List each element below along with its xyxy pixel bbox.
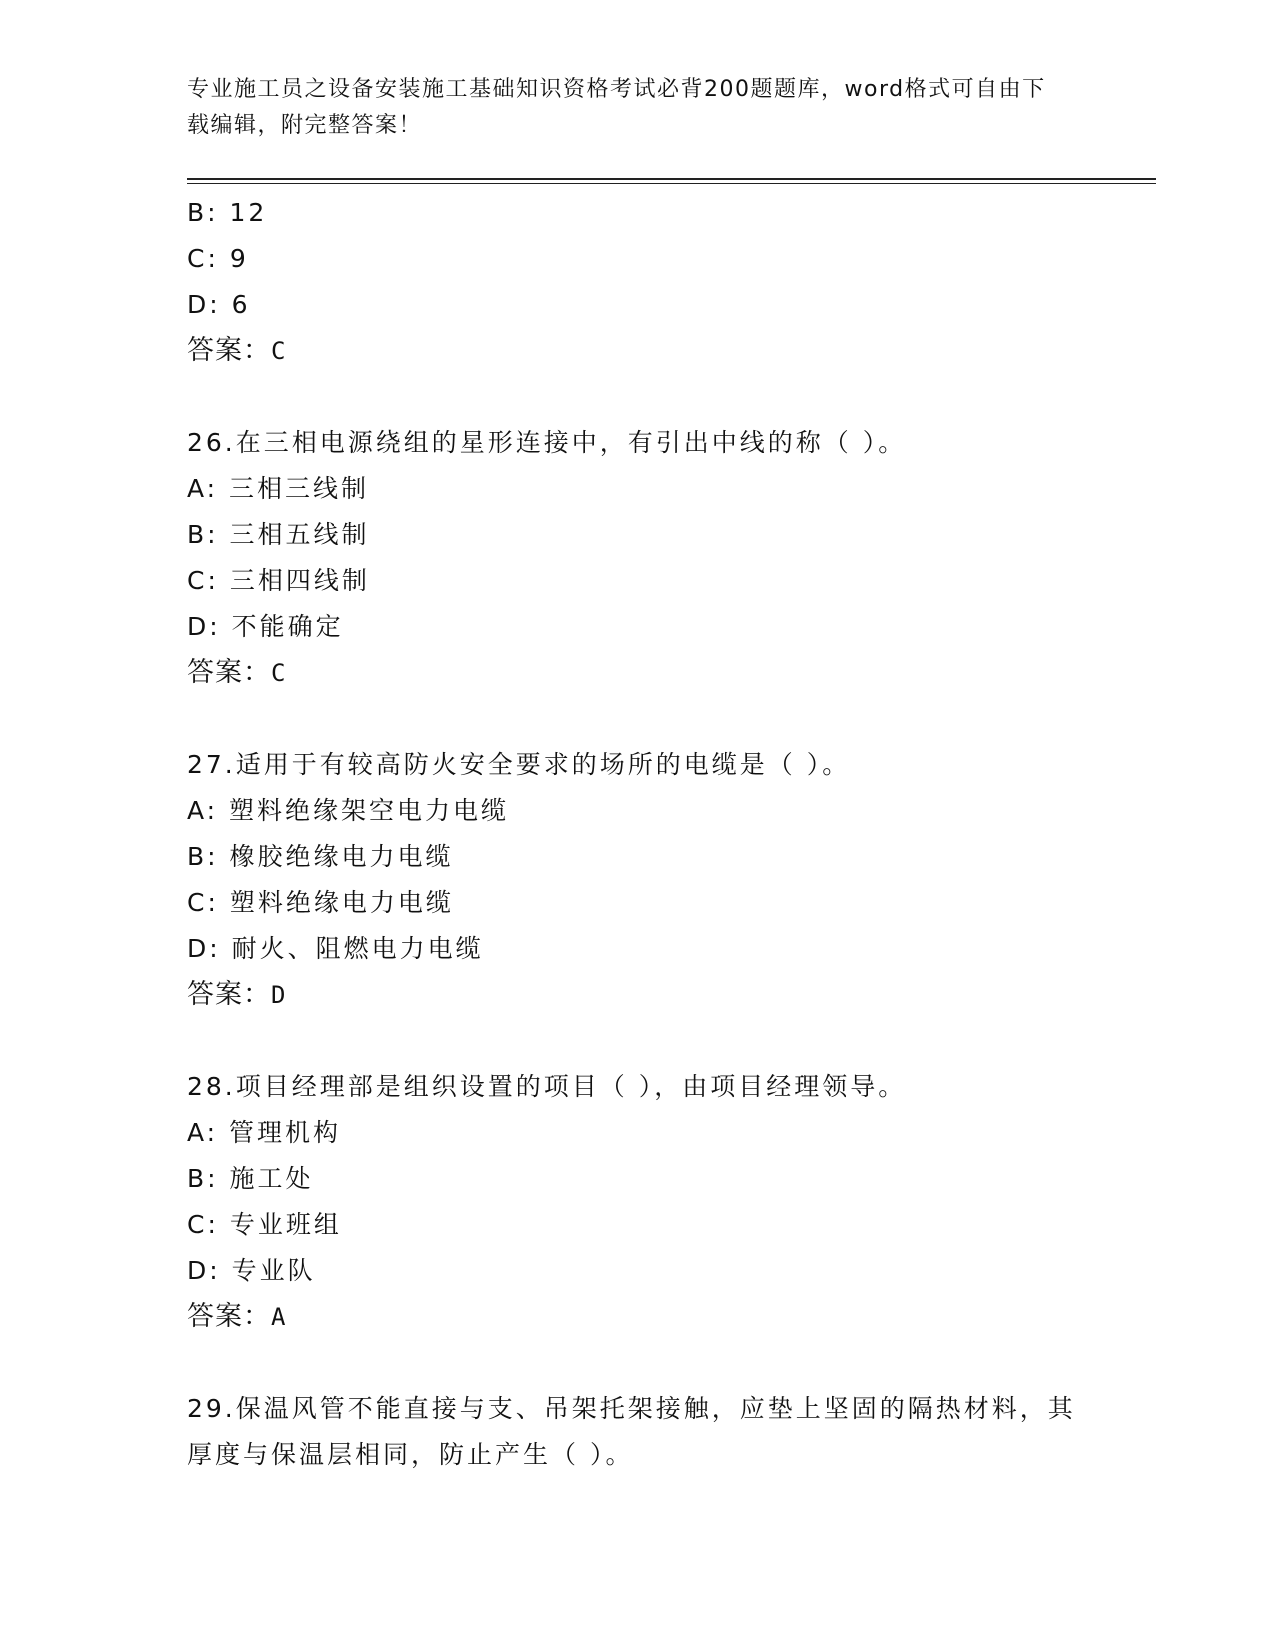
option-b: B: 12 bbox=[187, 198, 268, 227]
answer-label: 答案： bbox=[187, 979, 271, 1010]
option-a: A: 塑料绝缘架空电力电缆 bbox=[187, 796, 510, 825]
answer-line bbox=[187, 972, 1087, 1018]
option-d: D: 6 bbox=[187, 290, 251, 319]
header-divider bbox=[187, 178, 1156, 184]
answer-value: A bbox=[271, 1303, 287, 1331]
option-c: C: 9 bbox=[187, 244, 249, 273]
question-28 bbox=[187, 1064, 1087, 1340]
document-header: 专业施工员之设备安装施工基础知识资格考试必背200题题库，word格式可自由下载编辑，附完整答案！ bbox=[187, 77, 1046, 138]
option-b: B: 施工处 bbox=[187, 1164, 314, 1193]
answer-value: D bbox=[271, 981, 287, 1009]
document-body bbox=[187, 190, 1087, 1478]
question-stem: 29.保温风管不能直接与支、吊架托架接触，应垫上坚固的隔热材料，其厚度与保温层相同，防止产生（ ）。 bbox=[187, 1394, 1076, 1469]
leading-question-tail bbox=[187, 190, 1087, 374]
answer-value: C bbox=[271, 337, 287, 365]
answer-value: C bbox=[271, 659, 287, 687]
option-d: D: 专业队 bbox=[187, 1256, 316, 1285]
option-d: D: 耐火、阻燃电力电缆 bbox=[187, 934, 484, 963]
option-c: C: 三相四线制 bbox=[187, 566, 370, 595]
option-d: D: 不能确定 bbox=[187, 612, 344, 641]
answer-label: 答案： bbox=[187, 1301, 271, 1332]
option-a: A: 三相三线制 bbox=[187, 474, 370, 503]
answer-line bbox=[187, 1294, 1087, 1340]
question-stem: 28.项目经理部是组织设置的项目（ ），由项目经理领导。 bbox=[187, 1072, 907, 1101]
question-stem: 26.在三相电源绕组的星形连接中，有引出中线的称（ ）。 bbox=[187, 428, 907, 457]
answer-line bbox=[187, 328, 1087, 374]
question-26 bbox=[187, 420, 1087, 696]
question-29 bbox=[187, 1386, 1087, 1478]
answer-label: 答案： bbox=[187, 335, 271, 366]
option-c: C: 塑料绝缘电力电缆 bbox=[187, 888, 454, 917]
question-stem: 27.适用于有较高防火安全要求的场所的电缆是（ ）。 bbox=[187, 750, 851, 779]
option-b: B: 橡胶绝缘电力电缆 bbox=[187, 842, 454, 871]
option-b: B: 三相五线制 bbox=[187, 520, 370, 549]
answer-line bbox=[187, 650, 1087, 696]
option-c: C: 专业班组 bbox=[187, 1210, 342, 1239]
answer-label: 答案： bbox=[187, 657, 271, 688]
option-a: A: 管理机构 bbox=[187, 1118, 342, 1147]
question-27 bbox=[187, 742, 1087, 1018]
